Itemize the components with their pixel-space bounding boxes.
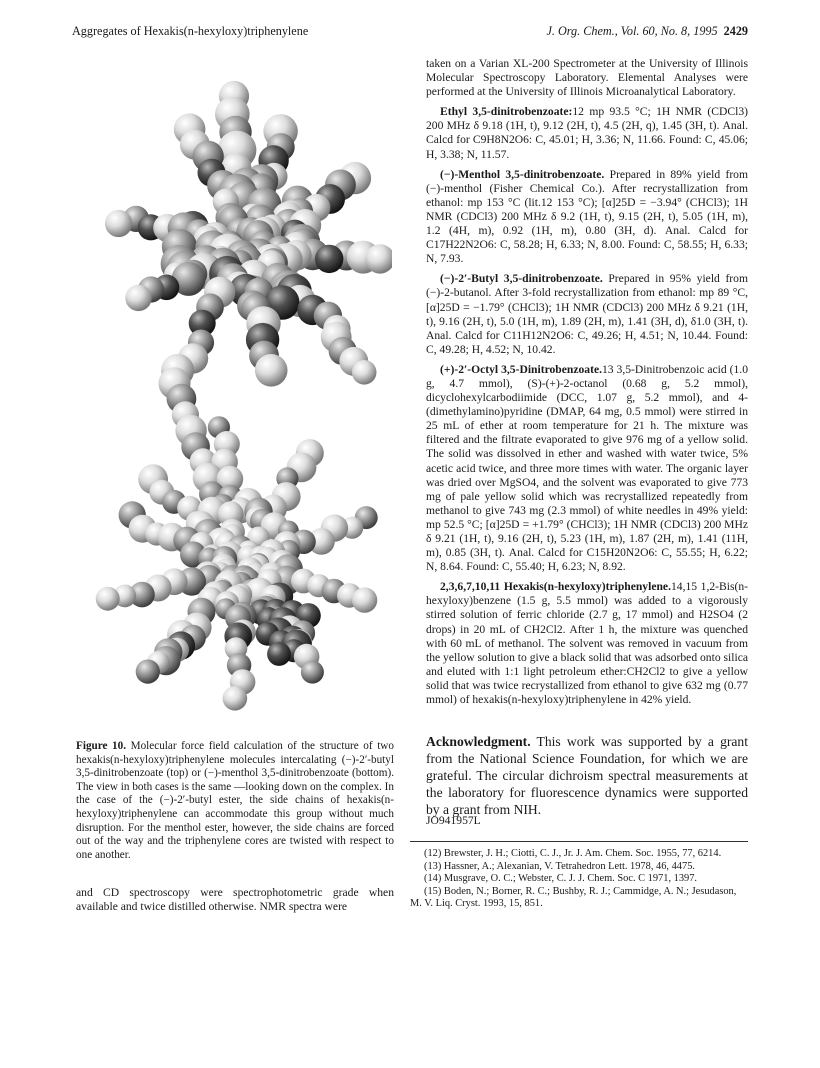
figure-caption-text: Molecular force field calculation of the structure of two hexakis(n-hexyloxy)triphenylene molecules intercalating (−)-2′-butyl 3,5-dinitrobenzoate (top) or (−)-menthol 3,5-dinitrobenzoate (bottom). The view in both cases is the same —looking down on the complex. In the case of the (−)-2′-butyl ester, the side chains of hexakis(n-hexyloxy)triphenylene can accommodate this group without much disruption. For the menthol ester, however, the side chains are forced out of the way and the triphenylene cores are twisted with respect to one another. — [76, 740, 394, 861]
atom-sphere — [125, 285, 151, 311]
entry-text: 13 3,5-Dinitrobenzoic acid (1.0 g, 4.7 mmol), (S)-(+)-2-octanol (0.68 g, 5.2 mmol), dicyclohexylcarbodiimide (DCC, 1.07 g, 5.2 mmol), and 4-(dimethylamino)pyridine (DMAP, 64 mg, 0.5 mmol) were stirred in 25 mL of ether at room temperature for 21 h. The mixture was filtered and the filtrate evaporated to give 976 mg of a yellow solid. The solid was dissolved in ether and washed with water twice, 5% acetic acid twice, and three more times with water. The organic layer was dried over MgSO4, and the solvent was evaporated to give 773 mg of pale yellow solid which was recrystallized repeatedly from methanol to give 743 mg (2.3 mmol) of white needles in 49% yield: mp 52.5 °C; [α]25D = +1.79° (CHCl3); 1H NMR (CDCl3) 200 MHz δ 9.21 (1H, t), 9.16 (2H, t), 5.23 (1H, m), 1.87 (2H, m), 1.41 (11H, m), 0.85 (3H, t). Anal. Calcd for C15H20N2O6: C, 55.55; H, 6.22; N, 8.64. Found: C, 55.40; H, 6.23; N, 8.92. — [426, 362, 748, 574]
footnote-15: (15) Boden, N.; Borner, R. C.; Bushby, R. J.; Cammidge, A. N.; Jesudason, M. V. Liq. Cryst. 1993, 15, 851. — [410, 885, 737, 910]
footnotes — [410, 848, 748, 911]
figure-10-molecular-models — [76, 46, 392, 736]
atom-sphere — [352, 360, 377, 385]
footnote-14: (14) Musgrave, O. C.; Webster, C. J. J. Chem. Soc. C 1971, 1397. — [424, 873, 698, 885]
figure-label: Figure 10. — [76, 740, 127, 752]
atom-sphere — [255, 354, 288, 387]
entry-octyl — [426, 363, 748, 574]
journal-citation — [546, 24, 748, 39]
atom-sphere — [301, 661, 324, 684]
journal-name: J. Org. Chem., Vol. 60, No. 8, 1995 — [546, 24, 718, 38]
entry-text: 14,15 1,2-Bis(n-hexyloxy)benzene (1.5 g, 5.5 mmol) was added to a vigorously stirred solution of ferric chloride (2.7 g, 17 mmol) and H2SO4 (2 drops) in 20 mL of CH2Cl2. After 1 h, the mixture was quenched with 60 mL of methanol. The solvent was removed in vacuum from the yellow solution to give a black solid that was adsorbed onto silica and eluted with 1:1 light petroleum ether:CH2Cl2 to give a yellow solid that was twice recrystallized from ethanol to give 632 mg (0.77 mmol) of hexakis(n-hexyloxy)triphenylene in 42% yield. — [426, 580, 748, 707]
top-model-butyl-ester — [105, 81, 392, 387]
left-column-continuation: and CD spectroscopy were spectrophotometric grade when available and twice distilled otherwise. NMR spectra were — [76, 886, 394, 913]
acknowledgment-text: This work was supported by a grant from the National Science Foundation, for which we are grateful. The circular dichroism spectral measurements at the laboratory for fluorescence dynamics were supported by a grant from NIH. — [426, 734, 749, 817]
space-filling-models — [76, 46, 392, 736]
atom-sphere — [352, 587, 377, 612]
entry-title: (+)-2′-Octyl 3,5-Dinitrobenzoate. — [440, 362, 602, 376]
running-title: Aggregates of Hexakis(n-hexyloxy)triphenylene — [72, 24, 309, 38]
atom-sphere — [223, 686, 248, 711]
entry-text: Prepared in 95% yield from (−)-2-butanol. After 3-fold recrystallization from ethanol: mp 89 °C, [α]25D = −1.79° (CHCl3); 1H NMR (CDCl3) 200 MHz δ 9.21 (1H, t), 9.16 (2H, t), 5.0 (1H, m), 1.89 (2H, m), 1.41 (3H, d), δ1.0 (3H, t). Anal. Calcd for C11H12N2O6: C, 49.26; H, 4.51; N, 10.44. Found: C, 49.28; H, 4.52; N, 10.42. — [426, 272, 748, 356]
figure-caption — [76, 740, 394, 862]
atom-sphere — [105, 210, 132, 237]
entry-title: Ethyl 3,5-dinitrobenzoate: — [440, 105, 573, 119]
entry-ethyl — [426, 105, 748, 161]
footnote-13: (13) Hassner, A.; Alexanian, V. Tetrahedron Lett. 1978, 46, 4475. — [424, 860, 695, 872]
atom-sphere — [136, 660, 160, 684]
atom-sphere — [96, 587, 120, 611]
footnote-12: (12) Brewster, J. H.; Ciotti, C. J., Jr. J. Am. Chem. Soc. 1955, 77, 6214. — [424, 848, 722, 859]
acknowledgment-title: Acknowledgment. — [426, 734, 531, 749]
entry-text: Prepared in 89% yield from (−)-menthol (Fisher Chemical Co.). After recrystallization from ethanol: mp 153 °C (lit.12 153 °C); [α]25D = −3.94° (CHCl3); 1H NMR (CDCl3) 200 MHz δ 9.2 (1H, t), 9.15 (2H, t), 5.05 (1H, m), 1.2 (4H, m), 0.92 (1H, m), 0.80 (3H, d). Anal. Calcd for C17H22N2O6: C, 58.28; H, 6.33; N, 8.00. Found: C, 58.55; H, 6.33; N, 7.93. — [426, 167, 748, 266]
page-number: 2429 — [723, 24, 748, 38]
footnote-divider — [410, 841, 748, 842]
acknowledgment — [426, 733, 748, 818]
experimental-section — [426, 57, 748, 713]
atom-sphere — [315, 245, 343, 273]
instrument-paragraph: taken on a Varian XL-200 Spectrometer at the University of Illinois Molecular Spectroscopy Laboratory. Elemental Analyses were performed at the University of Illinois Microanalytical Laboratory. — [426, 57, 748, 99]
atom-sphere — [267, 642, 291, 666]
entry-menthol — [426, 168, 748, 267]
bottom-model-menthol-ester — [96, 367, 378, 710]
entry-hexakis — [426, 580, 748, 707]
manuscript-code: JO941957L — [426, 814, 481, 827]
entry-title: (−)-Menthol 3,5-dinitrobenzoate. — [440, 167, 605, 181]
running-header — [72, 24, 748, 42]
entry-text: 12 mp 93.5 °C; 1H NMR (CDCl3) 200 MHz δ 9.18 (1H, t), 9.12 (2H, t), 4.5 (2H, q), 1.45 (3H, t). Anal. Calcd for C9H8N2O6: C, 45.01; H, 3.36; N, 11.66. Found: C, 45.06; H, 3.38; N, 11.57. — [426, 105, 748, 161]
entry-title: 2,3,6,7,10,11 Hexakis(n-hexyloxy)triphenylene. — [440, 580, 671, 594]
entry-butyl — [426, 272, 748, 357]
entry-title: (−)-2′-Butyl 3,5-dinitrobenzoate. — [440, 272, 603, 286]
